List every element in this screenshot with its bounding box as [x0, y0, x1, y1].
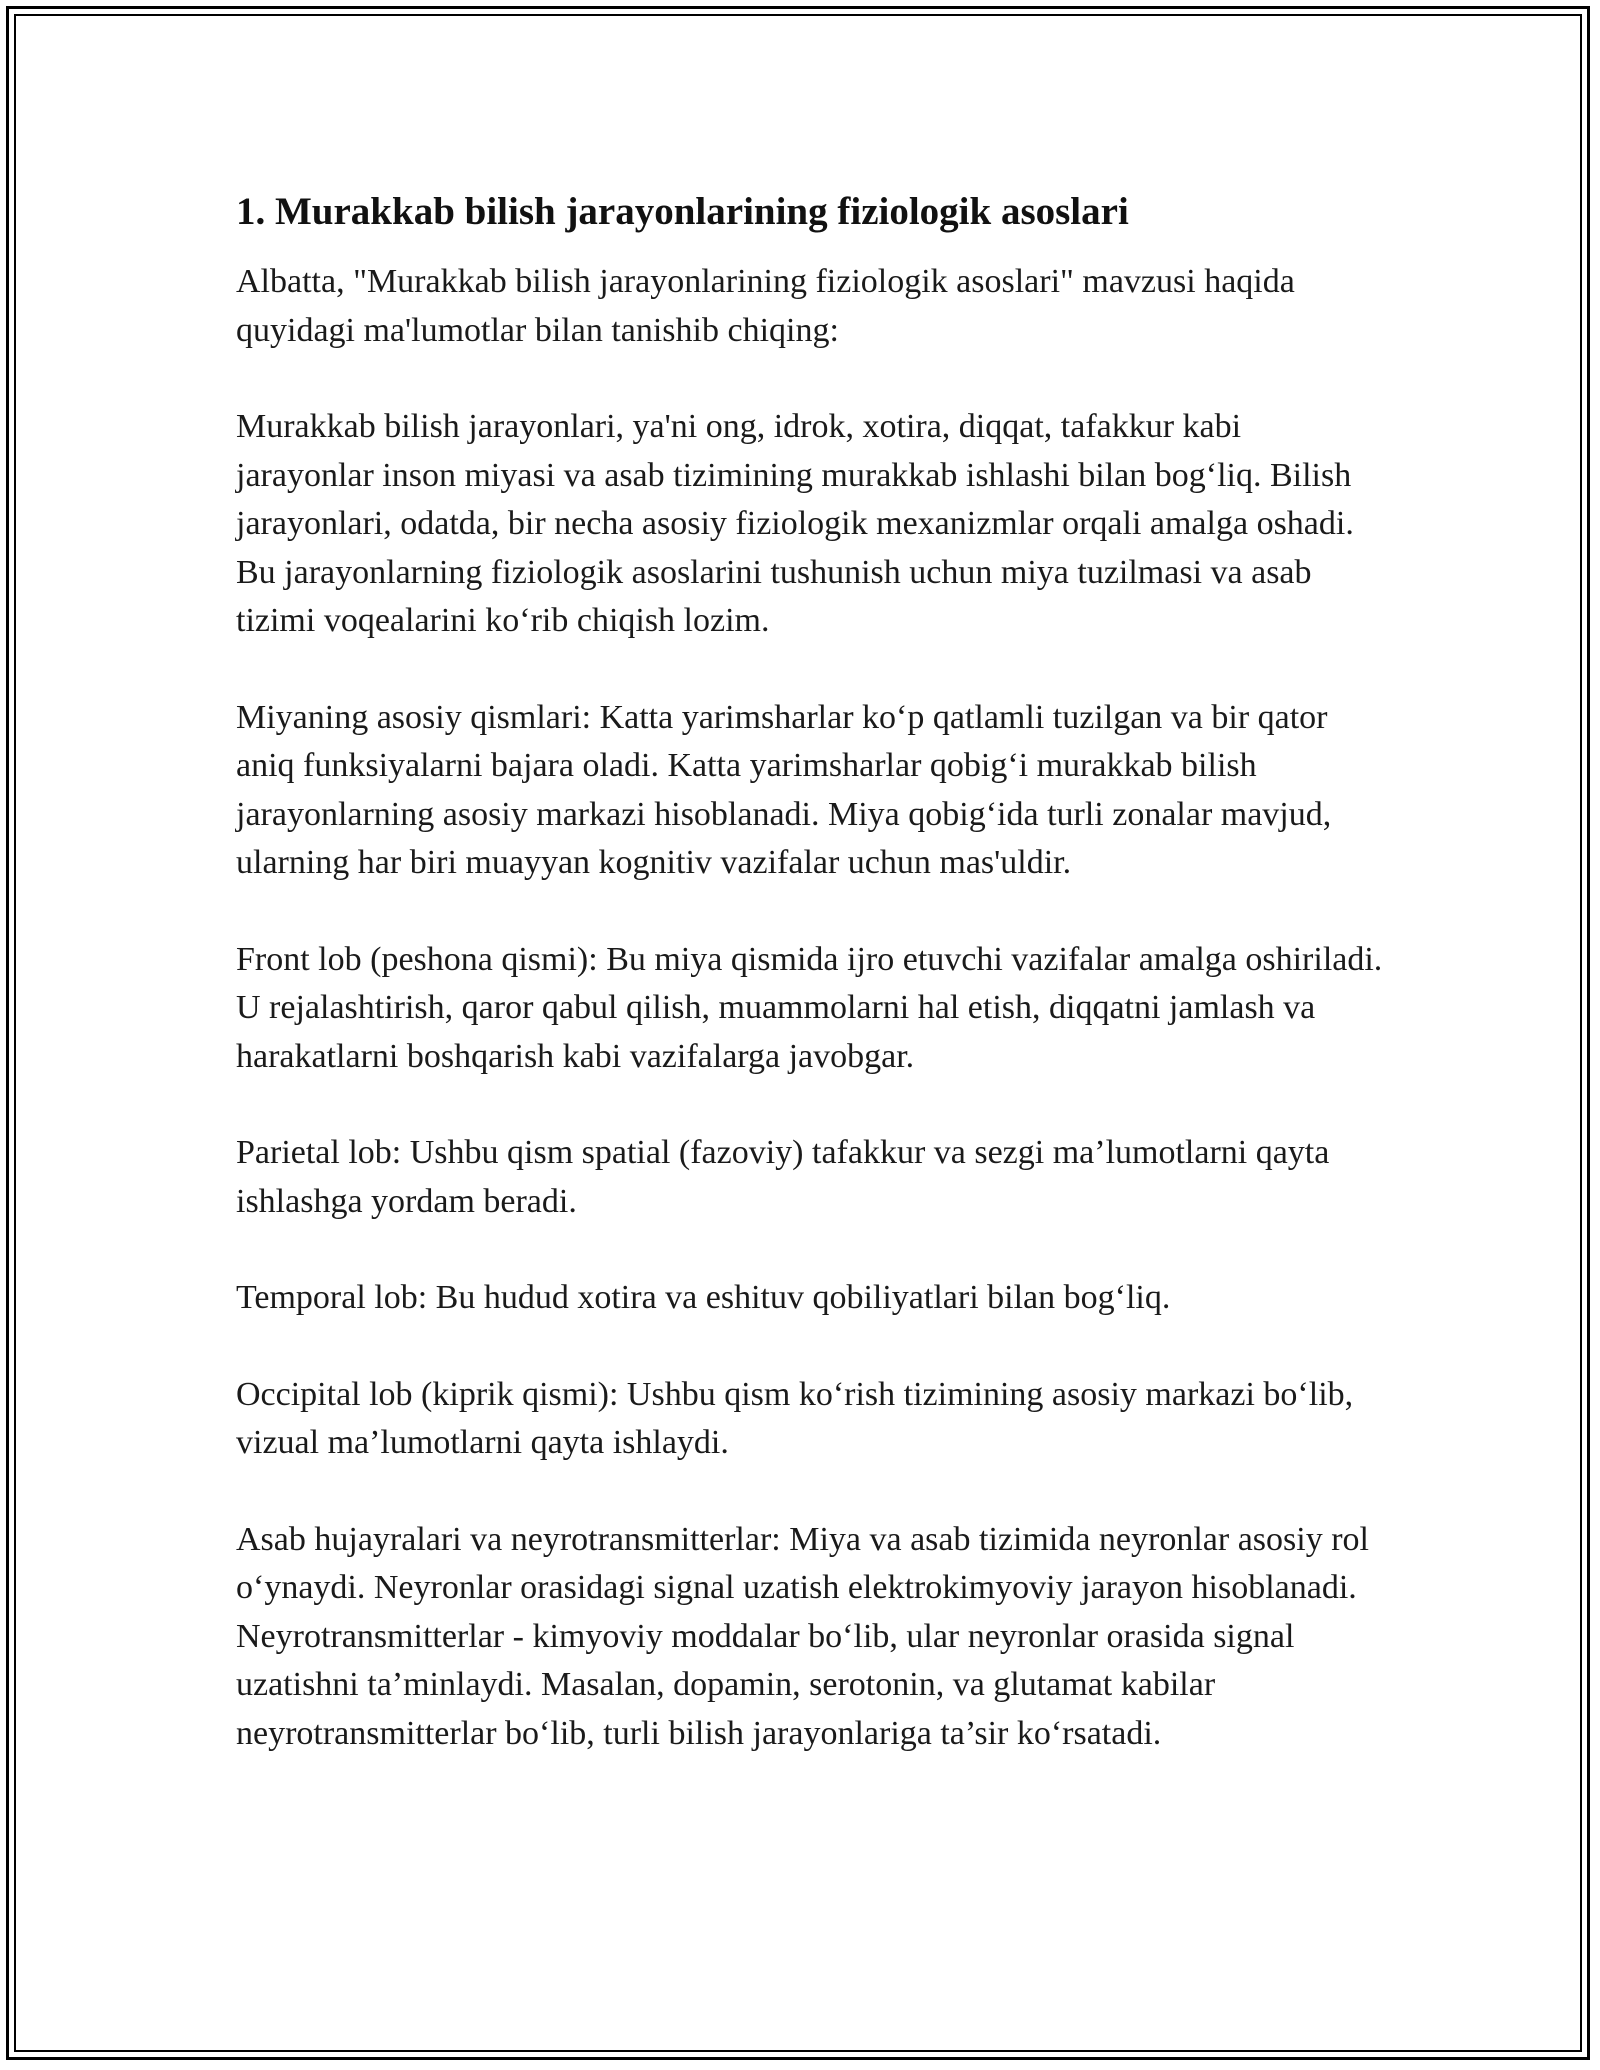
document-body: [236, 186, 1386, 1806]
paragraph-occipital-lobe: Occipital lob (kiprik qismi): Ushbu qism ko‘rish tizimining asosiy markazi bo‘lib, vizual ma’lumotlarni qayta ishlaydi.: [236, 1375, 1354, 1461]
paragraph-temporal-lobe: Temporal lob: Bu hudud xotira va eshituv qobiliyatlari bilan bog‘liq.: [236, 1279, 1171, 1316]
paragraph-brain-parts: Miyaning asosiy qismlari: Katta yarimsharlar ko‘p qatlamli tuzilgan va bir qator aniq funksiyalarni bajara oladi. Katta yarimsharlar qobig‘i murakkab bilish jarayonlarning asosiy markazi hisoblanadi. Miya qobig‘ida turli zonalar mavjud, ularning har biri muayyan kognitiv vazifalar uchun mas'uldir.: [236, 698, 1332, 881]
paragraph-intro: Albatta, "Murakkab bilish jarayonlarining fiziologik asoslari" mavzusi haqida quyidagi ma'lumotlar bilan tanishib chiqing:: [236, 263, 1295, 349]
paragraph-neurons: Asab hujayralari va neyrotransmitterlar: Miya va asab tizimida neyronlar asosiy rol o‘ynaydi. Neyronlar orasidagi signal uzatish elektrokimyoviy jarayon hisoblanadi. Neyrotransmitterlar - kimyoviy moddalar bo‘lib, ular neyronlar orasida signal uzatishni ta’minlaydi. Masalan, dopamin, serotonin, va glutamat kabilar neyrotransmitterlar bo‘lib, turli bilish jarayonlariga ta’sir ko‘rsatadi.: [236, 1520, 1369, 1752]
paragraph-parietal-lobe: Parietal lob: Ushbu qism spatial (fazoviy) tafakkur va sezgi ma’lumotlarni qayta ishlashga yordam beradi.: [236, 1134, 1330, 1220]
paragraph-overview: Murakkab bilish jarayonlari, ya'ni ong, idrok, xotira, diqqat, tafakkur kabi jarayonlar inson miyasi va asab tizimining murakkab ishlashi bilan bog‘liq. Bilish jarayonlari, odatda, bir necha asosiy fiziologik mexanizmlar orqali amalga oshadi. Bu jarayonlarning fiziologik asoslarini tushunish uchun miya tuzilmasi va asab tizimi voqealarini ko‘rib chiqish lozim.: [236, 408, 1354, 639]
paragraph-frontal-lobe: Front lob (peshona qismi): Bu miya qismida ijro etuvchi vazifalar amalga oshiriladi. U rejalashtirish, qaror qabul qilish, muammolarni hal etish, diqqatni jamlash va harakatlarni boshqarish kabi vazifalarga javobgar.: [236, 940, 1383, 1075]
document-heading: 1. Murakkab bilish jarayonlarining fiziologik asoslari: [236, 190, 1129, 233]
